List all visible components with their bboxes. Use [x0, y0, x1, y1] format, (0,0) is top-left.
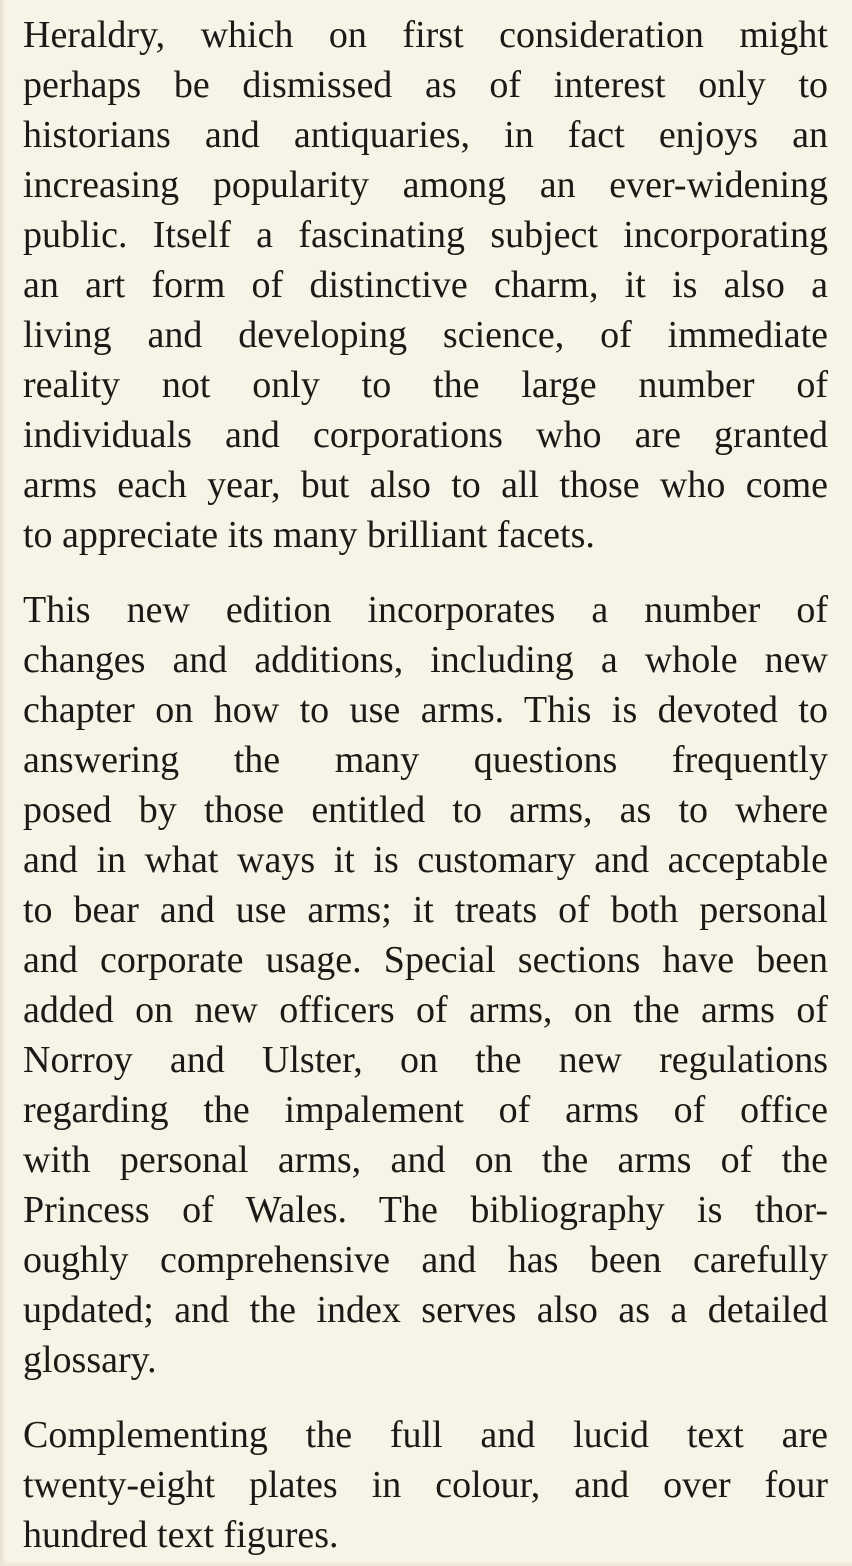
text-line: to bear and use arms; it treats of both personal: [23, 889, 828, 931]
text-line: regarding the impalement of arms of office: [23, 1089, 828, 1131]
text-line: Complementing the full and lucid text are: [23, 1414, 828, 1456]
page-edge-shadow: [0, 0, 6, 1566]
text-line: This new edition incorporates a number of: [23, 589, 828, 631]
text-line: changes and additions, including a whole new: [23, 639, 828, 681]
paragraph-spacer: [23, 560, 828, 585]
text-line: and corporate usage. Special sections have been: [23, 939, 828, 981]
text-line: living and developing science, of immediate: [23, 314, 828, 356]
text-line: posed by those entitled to arms, as to where: [23, 789, 828, 831]
text-line: reality not only to the large number of: [23, 364, 828, 406]
paragraph-spacer: [23, 1385, 828, 1410]
text-line: public. Itself a fascinating subject incorporating: [23, 214, 828, 256]
page-edge-shadow-bottom: [0, 1560, 852, 1566]
paragraph-new-edition: [23, 585, 828, 1385]
text-line: added on new officers of arms, on the arms of: [23, 989, 828, 1031]
text-line: Norroy and Ulster, on the new regulations: [23, 1039, 828, 1081]
paragraph-intro: [23, 10, 828, 560]
text-line: individuals and corporations who are granted: [23, 414, 828, 456]
text-line: arms each year, but also to all those who come: [23, 464, 828, 506]
text-line: oughly comprehensive and has been carefully: [23, 1239, 828, 1281]
text-line: answering the many questions frequently: [23, 739, 828, 781]
text-line: Princess of Wales. The bibliography is thor-: [23, 1189, 828, 1231]
text-line: updated; and the index serves also as a detailed: [23, 1289, 828, 1331]
text-line: Heraldry, which on first consideration might: [23, 14, 828, 56]
text-line: hundred text figures.: [23, 1514, 339, 1556]
text-line: with personal arms, and on the arms of the: [23, 1139, 828, 1181]
text-line: and in what ways it is customary and acceptable: [23, 839, 828, 881]
text-line: perhaps be dismissed as of interest only to: [23, 64, 828, 106]
text-line: an art form of distinctive charm, it is also a: [23, 264, 828, 306]
text-line: historians and antiquaries, in fact enjoys an: [23, 114, 828, 156]
paragraph-plates: [23, 1410, 828, 1560]
text-line: to appreciate its many brilliant facets.: [23, 514, 595, 556]
text-line: glossary.: [23, 1339, 157, 1381]
text-line: twenty-eight plates in colour, and over four: [23, 1464, 828, 1506]
text-line: chapter on how to use arms. This is devoted to: [23, 689, 828, 731]
text-line: increasing popularity among an ever-widening: [23, 164, 828, 206]
